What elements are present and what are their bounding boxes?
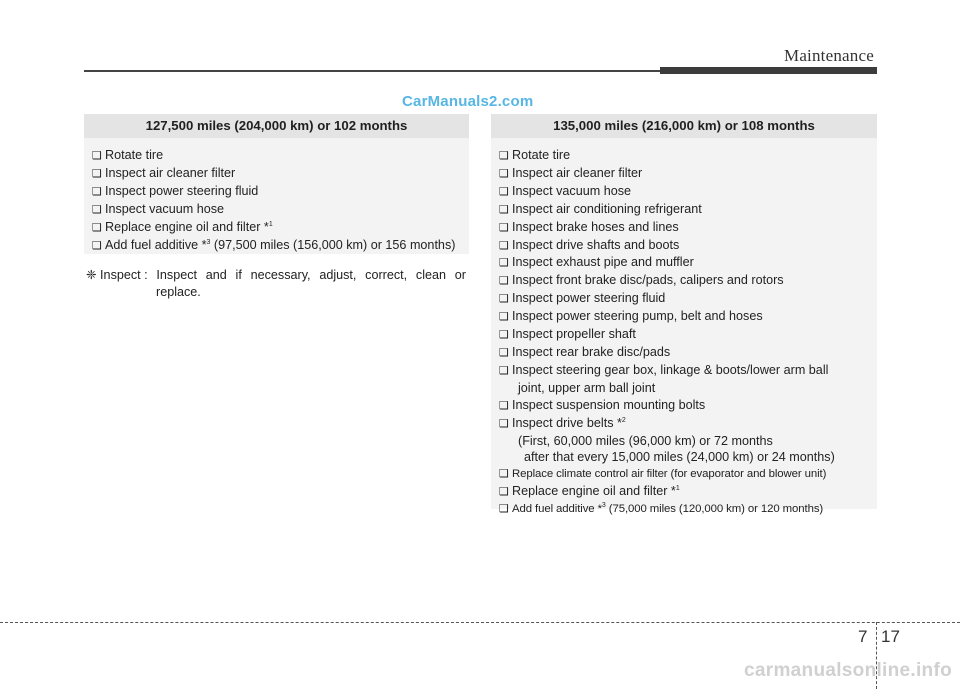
note-word: correct, [365,268,408,282]
note-word: if [235,268,242,282]
list-item-text: Inspect rear brake disc/pads [512,344,671,359]
maintenance-panel-135000 [491,114,877,516]
list-item-text: Replace climate control air filter (for evaporator and blower unit) [512,468,827,481]
checkbox-icon: ❑ [499,346,509,359]
list-item [92,165,469,183]
note-line [86,267,466,284]
list-item [499,466,877,483]
list-item [499,326,877,344]
list-item-text: Inspect power steering pump, belt and hoses [512,309,763,324]
list-item-interval: (75,000 miles (120,000 km) or 120 months) [605,503,824,516]
list-item [92,147,469,165]
checkbox-icon: ❑ [499,468,509,481]
checkbox-icon: ❑ [499,399,509,412]
checkbox-icon: ❑ [499,293,509,306]
list-item-text: Add fuel additive * [512,503,602,516]
note-word: and [205,268,227,282]
list-item-text: Inspect exhaust pipe and muffler [512,255,694,270]
maintenance-panel-127500 [84,114,469,254]
list-item [499,165,877,183]
list-item-text: Inspect air cleaner filter [512,165,643,180]
list-item [92,219,469,237]
checkbox-icon: ❑ [499,239,509,252]
list-item [499,237,877,255]
header-rule [84,70,660,72]
list-item-interval: (97,500 miles (156,000 km) or 156 months) [210,237,456,252]
checkbox-icon: ❑ [92,185,102,198]
checkbox-icon: ❑ [499,329,509,342]
watermark-link[interactable]: CarManuals2.com [402,93,534,110]
list-item-text: Inspect air cleaner filter [105,165,236,180]
list-item-text: Rotate tire [105,148,164,162]
list-item [499,147,877,165]
checkbox-icon: ❑ [499,275,509,288]
list-item [499,219,877,237]
checkbox-icon: ❑ [92,150,102,162]
footnote-marker: 1 [268,220,273,228]
list-item-text: Inspect brake hoses and lines [512,219,679,234]
list-item [499,254,877,272]
list-item [499,362,877,380]
list-item-text: Inspect power steering fluid [105,183,259,198]
list-item [499,183,877,201]
list-item [499,344,877,362]
maintenance-list [491,138,877,518]
maintenance-list [84,138,469,254]
note-symbol-icon: ❈ [86,268,97,282]
checkbox-icon: ❑ [499,257,509,270]
checkbox-icon: ❑ [499,311,509,324]
list-item-text: Replace engine oil and filter * [105,219,269,234]
checkbox-icon: ❑ [499,221,509,234]
list-item-continuation: joint, upper arm ball joint [518,380,656,395]
checkbox-icon: ❑ [92,239,102,252]
footnote-marker: 1 [675,485,680,493]
footer-rule [0,622,960,623]
list-item-text: Add fuel additive * [105,237,207,252]
list-item-text: Inspect power steering fluid [512,291,666,306]
list-item [499,272,877,290]
note-label [86,267,148,284]
chapter-number: 7 [858,627,868,646]
list-item [499,201,877,219]
checkbox-icon: ❑ [499,167,509,180]
list-item [92,183,469,201]
checkbox-icon: ❑ [499,417,509,430]
list-item-text: Rotate tire [512,148,571,162]
list-item-text: Replace engine oil and filter * [512,484,676,499]
list-item [499,290,877,308]
list-item-text: Inspect drive belts * [512,415,622,430]
list-item [499,415,877,433]
checkbox-icon: ❑ [499,364,509,377]
checkbox-icon: ❑ [92,167,102,180]
list-item-text: Inspect air conditioning refrigerant [512,201,702,216]
checkbox-icon: ❑ [499,150,509,162]
note-word: or [454,268,466,282]
list-item-text: Inspect steering gear box, linkage & boots/lower arm ball [512,362,829,377]
list-item [92,237,469,255]
section-title: Maintenance [784,46,874,65]
checkbox-icon: ❑ [92,221,102,234]
list-item-text: Inspect front brake disc/pads, calipers and rotors [512,273,784,288]
panel-title: 135,000 miles (216,000 km) or 108 months [491,114,877,138]
note-label-text: Inspect : [96,268,148,282]
note-word: Inspect [156,268,198,282]
footnote-marker: 2 [621,416,626,424]
checkbox-icon: ❑ [499,185,509,198]
list-item-continuation: (First, 60,000 miles (96,000 km) or 72 months [518,433,773,448]
list-item [499,483,877,501]
list-item [499,397,877,415]
checkbox-icon: ❑ [92,203,102,216]
inspect-note [86,267,466,301]
header-rule-accent [660,67,877,74]
footer-watermark[interactable]: carmanualsonline.info [744,660,952,681]
note-word: necessary, [250,268,311,282]
list-item [499,501,877,518]
list-item [92,201,469,219]
footnote-marker: 3 [206,238,211,246]
list-item-text: Inspect vacuum hose [105,201,225,216]
list-item-text: Inspect suspension mounting bolts [512,397,706,412]
note-word: adjust, [319,268,357,282]
page-number: 17 [881,627,900,646]
list-item-text: Inspect propeller shaft [512,327,636,342]
list-item-text: Inspect drive shafts and boots [512,237,680,252]
note-word: clean [415,268,447,282]
footnote-marker: 3 [601,502,606,510]
list-item-text: Inspect vacuum hose [512,183,632,198]
checkbox-icon: ❑ [499,486,509,499]
list-item [499,308,877,326]
panel-title: 127,500 miles (204,000 km) or 102 months [84,114,469,138]
list-item-continuation: after that every 15,000 miles (24,000 km) or 24 months) [524,450,835,465]
checkbox-icon: ❑ [499,203,509,216]
checkbox-icon: ❑ [499,503,509,516]
note-continuation: replace. [156,285,201,299]
